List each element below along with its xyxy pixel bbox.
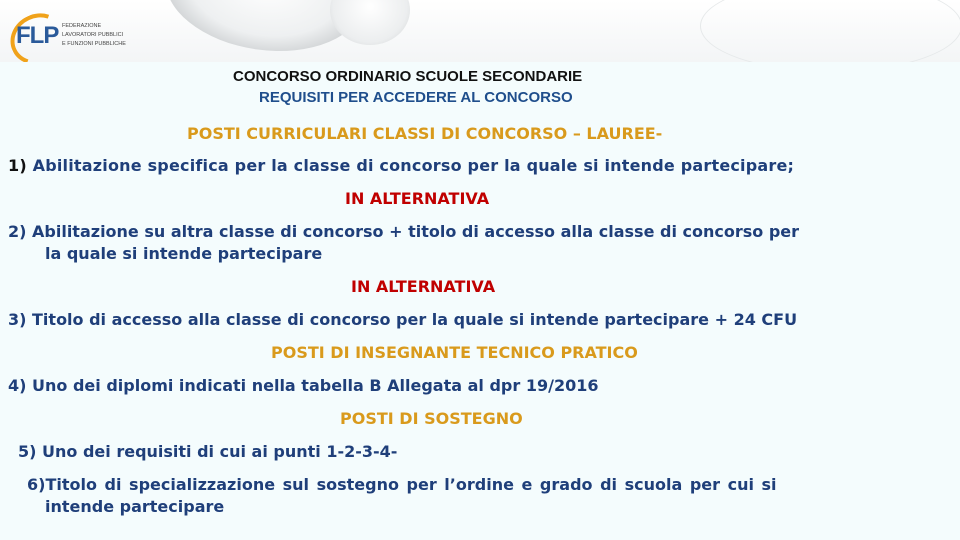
requirement-6-line-2: intende partecipare: [45, 497, 225, 516]
flp-logo: [10, 12, 126, 60]
header-band: [0, 0, 960, 62]
decorative-shape-small: [330, 0, 410, 45]
logo-text-line-1: FEDERAZIONE: [62, 23, 102, 29]
logo-text: [62, 22, 126, 49]
requirement-4: 4) Uno dei diplomi indicati nella tabella B Allegata al dpr 19/2016: [8, 376, 599, 395]
logo-text-line-2: LAVORATORI PUBBLICI: [62, 32, 124, 38]
requirement-3: 3) Titolo di accesso alla classe di concorso per la quale si intende partecipare + 24 CFU: [8, 310, 798, 329]
decorative-curve: [700, 0, 960, 62]
page-title: CONCORSO ORDINARIO SCUOLE SECONDARIE: [233, 68, 583, 85]
requirement-1: [8, 156, 794, 175]
section-heading-itp: POSTI DI INSEGNANTE TECNICO PRATICO: [271, 343, 638, 362]
section-heading-curricular: POSTI CURRICULARI CLASSI DI CONCORSO – LAUREE-: [187, 124, 663, 143]
requirement-5: 5) Uno dei requisiti di cui ai punti 1-2-3-4-: [18, 442, 398, 461]
requirement-1-text: Abilitazione specifica per la classe di concorso per la quale si intende partecipare;: [32, 156, 795, 175]
requirement-2-line-2: la quale si intende partecipare: [45, 244, 323, 263]
logo-letters: FLP: [16, 22, 59, 49]
requirement-2-line-1: 2) Abilitazione su altra classe di concorso + titolo di accesso alla classe di concorso per: [8, 222, 800, 241]
alternative-label-2: IN ALTERNATIVA: [351, 277, 496, 296]
page-subtitle: REQUISITI PER ACCEDERE AL CONCORSO: [259, 89, 573, 106]
section-heading-sostegno: POSTI DI SOSTEGNO: [340, 409, 523, 428]
requirement-1-number: 1): [8, 156, 27, 175]
alternative-label-1: IN ALTERNATIVA: [345, 189, 490, 208]
requirement-6-line-1: 6)Titolo di specializzazione sul sostegno per l’ordine e grado di scuola per cui si: [27, 475, 777, 494]
logo-text-line-3: E FUNZIONI PUBBLICHE: [62, 41, 126, 47]
